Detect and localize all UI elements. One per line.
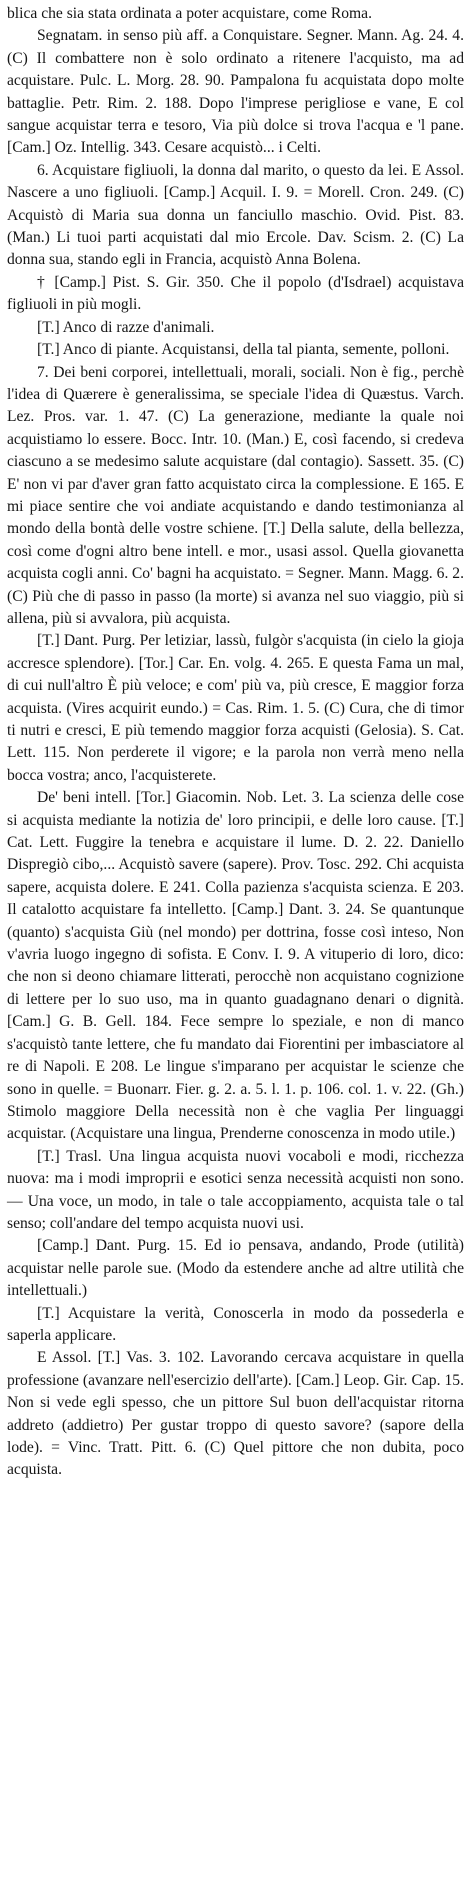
entry-paragraph-pist-s-gir: † [Camp.] Pist. S. Gir. 350. Che il popolo (d'Isdrael) acquistava figliuoli in più mogli. <box>7 273 464 314</box>
entry-paragraph-assol: E Assol. [T.] Vas. 3. 102. Lavorando cercava acquistare in quella professione (avanzare nell'esercizio dell'arte). [Cam.] Leop. Gir. Cap. 15. Non si vede egli spesso, che un pittore Sul buon dell'acquistar ritorna addreto (addietro) Per gustar troppo di questo savore? (sapore della lode). = Vinc. Tratt. Pitt. 6. (C) Quel pittore che non dubita, poco acquista. <box>7 1349 464 1479</box>
entry-paragraph-trasl-lingua: [T.] Trasl. Una lingua acquista nuovi vocaboli e modi, ricchezza nuova: ma i modi improprii e esotici senza necessità acquisti non sono. — Una voce, un modo, in tale o tale accoppiamento, acquista tale o tal senso; coll'andare del tempo acquista nuovi usi. <box>7 1147 464 1232</box>
entry-paragraph-sense-7: 7. Dei beni corporei, intellettuali, morali, sociali. Non è fig., perchè l'idea di Quærere è generalissima, se speciale l'idea di Quæstus. Varch. Lez. Pros. var. 1. 47. (C) La generazione, mediante la quale noi acquistiamo lo essere. Bocc. Intr. 10. (Man.) E, così facendo, si credeva ciascuno a se medesimo salute acquistare (dal contagio). Sassett. 35. (C) E' non vi par d'aver gran fatto acquistato circa la complessione. E 165. E mi piace sentire che voi andiate acquistando e dando testimonianza al mondo della bontà delle vostre schiene. [T.] Della salute, della bellezza, così come d'ogni altro bene intell. e mor., usasi assol. Quella giovanetta acquista cogli anni. Co' bagni ha acquistato. = Segner. Mann. Magg. 6. 2. (C) Più che di passo in passo (la morte) si avanza nel suo viaggio, più si allena, più si avvalora, più acquista. <box>7 363 464 627</box>
entry-paragraph-conquistare: Segnatam. in senso più aff. a Conquistare. Segner. Mann. Ag. 24. 4. (C) Il combattere non è solo ordinato a ritenere l'acquisto, ma ad acquistare. Pulc. L. Morg. 28. 90. Pampalona fu acquistata dopo molte battaglie. Petr. Rim. 2. 188. Dopo l'imprese perigliose e vane, E col sangue acquistar terra e tesoro, Via più dolce si trova l'acqua e 'l pane. [Cam.] Oz. Intellig. 343. Cesare acquistò... i Celti. <box>7 27 464 157</box>
entry-paragraph-sense-6: 6. Acquistare figliuoli, la donna dal marito, o questo da lei. E Assol. Nascere a uno figliuoli. [Camp.] Acquil. I. 9. = Morell. Cron. 249. (C) Acquistò di Maria sua donna un fanciullo maschio. Ovid. Pist. 83. (Man.) Li tuoi parti acquistati dal mio Ercole. Dav. Scism. 2. (C) La donna sua, stando egli in Francia, acquistò Anna Bolena. <box>7 161 464 269</box>
entry-paragraph-razze-animali: [T.] Anco di razze d'animali. <box>37 318 215 336</box>
entry-paragraph-beni-intell: De' beni intell. [Tor.] Giacomin. Nob. Let. 3. La scienza delle cose si acquista mediante la notizia de' loro principii, e delle loro cause. [T.] Cat. Lett. Fuggire la tenebra e acquistare il lume. D. 2. 22. Daniello Dispregiò cibo,... Acquistò savere (sapere). Prov. Tosc. 292. Chi acquista sapere, acquista dolere. E 241. Colla pazienza s'acquista scienza. E 203. Il catalotto acquistare fa intelletto. [Camp.] Dant. 3. 24. Se quantunque (quanto) s'acquista Giù (nel mondo) per dottrina, fosse così inteso, Non v'avria luogo ingegno di sofista. E Conv. I. 9. A vituperio di loro, dico: che non si deono chiamare litterati, perocchè non acquistano cognizione di lettere per lo suo uso, ma in quanto guadagnano denari o dignità. [Cam.] G. B. Gell. 184. Fece sempre lo speziale, e non di manco s'acquistò tante lettere, che fu mandato dai Fiorentini per imbasciatore al re di Napoli. E 208. Le lingue s'imparano per acquistar le scienze che sono in quelle. = Buonarr. Fier. g. 2. a. 5. l. 1. p. 106. col. 1. v. 22. (Gh.) Stimolo maggiore Della necessità non è che vaglia Per linguaggi acquistar. (Acquistare una lingua, Prenderne conoscenza in modo utile.) <box>7 789 464 1143</box>
entry-paragraph-piante: [T.] Anco di piante. Acquistansi, della tal pianta, semente, polloni. <box>37 341 450 359</box>
entry-paragraph-dant-purg: [T.] Dant. Purg. Per letiziar, lassù, fulgòr s'acquista (in cielo la gioja accresce splendore). [Tor.] Car. En. volg. 4. 265. E questa Fama un mal, di cui null'altro È più veloce; e com' più va, più cresce, E maggior forza acquista. (Vires acquirit eundo.) = Cas. Rim. 1. 5. (C) Cura, che di timor ti nutri e cresci, E più temendo maggior forza acquisti (Gelosia). S. Cat. Lett. 115. Non perderete il vigore; e la parola non verrà meno nella bocca vostra; anco, l'acquisterete. <box>7 632 464 784</box>
entry-paragraph-verita: [T.] Acquistare la verità, Conoscerla in modo da possederla e saperla applicare. <box>7 1304 464 1344</box>
entry-paragraph-continuation: blica che sia stata ordinata a poter acquistare, come Roma. <box>7 5 372 22</box>
entry-paragraph-prode: [Camp.] Dant. Purg. 15. Ed io pensava, andando, Prode (utilità) acquistar nelle parole sue. (Modo da estendere anche ad altre utilità che intellettuali.) <box>7 1237 464 1300</box>
